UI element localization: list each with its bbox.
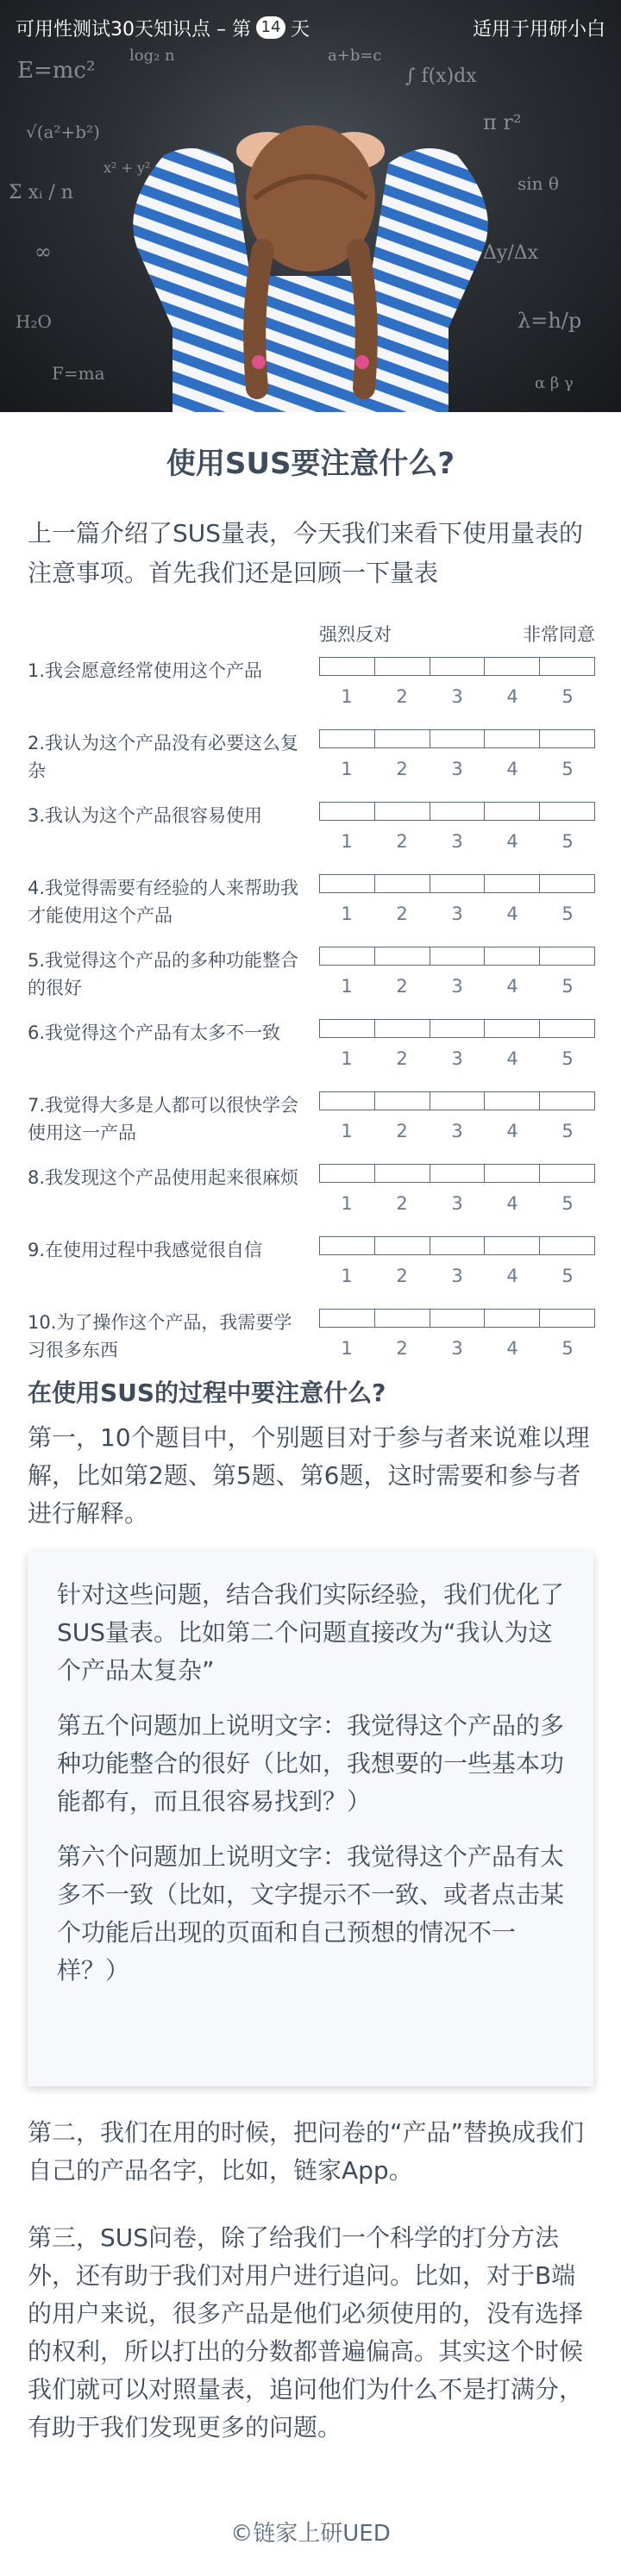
rating-number: 3: [451, 831, 463, 852]
rating-scale: [319, 1164, 595, 1183]
rating-scale: [319, 802, 595, 821]
rating-number: 1: [341, 686, 353, 707]
callout-paragraph: 第五个问题加上说明文字：我觉得这个产品的多种功能整合的很好（比如，我想要的一些基本功能都有，而且很容易找到？）: [57, 1711, 565, 1816]
rating-number: 2: [396, 1048, 408, 1069]
rating-cell[interactable]: [540, 730, 594, 747]
scale-right-label: 非常同意: [523, 624, 595, 645]
rating-numbers: [319, 831, 595, 852]
callout-paragraph: 针对这些问题，结合我们实际经验，我们优化了SUS量表。比如第二个问题直接改为“我认为这个产品太复杂”: [57, 1580, 565, 1685]
question-row: [0, 874, 621, 935]
rating-scale: [319, 1091, 595, 1110]
rating-cell[interactable]: [540, 658, 594, 675]
question-text: 8.我发现这个产品使用起来很麻烦: [28, 1167, 299, 1188]
rating-cell[interactable]: [375, 947, 430, 965]
rating-number: 2: [396, 831, 408, 852]
rating-number: 3: [451, 1338, 463, 1359]
rating-number: 2: [396, 1266, 408, 1286]
question-row: [0, 657, 621, 717]
paragraph-third: 第三，SUS问卷，除了给我们一个科学的打分方法外，还有助于我们对用户进行追问。比如，对于B端的用户来说，很多产品是他们必须使用的，没有选择的权利，所以打出的分数都普遍偏高。其实这个时候我们就可以对照量表，追问他们为什么不是打满分，有助于我们发现更多的问题。: [28, 2223, 584, 2442]
question-text: 4.我觉得需要有经验的人来帮助我才能使用这个产品: [28, 878, 299, 926]
question-row: [0, 1236, 621, 1297]
section-heading: 在使用SUS的过程中要注意什么?: [28, 1379, 386, 1407]
rating-cell[interactable]: [485, 947, 540, 965]
svg-text:√(a²+b²): √(a²+b²): [26, 122, 100, 142]
rating-number: 4: [506, 1121, 518, 1141]
rating-number: 4: [506, 903, 518, 924]
question-row: [0, 1309, 621, 1369]
rating-cell[interactable]: [375, 875, 430, 892]
rating-number: 5: [561, 903, 574, 924]
rating-cell[interactable]: [320, 1310, 375, 1327]
rating-number: 5: [561, 1048, 574, 1069]
rating-number: 3: [451, 1266, 463, 1286]
rating-cell[interactable]: [430, 1237, 486, 1254]
series-prefix: 可用性测试30天知识点 – 第: [16, 18, 251, 41]
rating-cell[interactable]: [320, 658, 375, 675]
rating-cell[interactable]: [485, 658, 540, 675]
svg-text:a+b=c: a+b=c: [328, 47, 382, 65]
rating-cell[interactable]: [320, 1237, 375, 1254]
rating-cell[interactable]: [320, 730, 375, 747]
article-title: 使用SUS要注意什么?: [166, 447, 455, 481]
series-suffix: 天: [290, 18, 310, 41]
rating-number: 2: [396, 1121, 408, 1141]
series-banner: [0, 12, 621, 43]
rating-cell[interactable]: [375, 1310, 430, 1327]
question-text: 3.我认为这个产品很容易使用: [28, 805, 263, 826]
rating-numbers: [319, 686, 595, 707]
rating-number: 5: [561, 976, 574, 997]
rating-scale: [319, 657, 595, 676]
rating-number: 1: [341, 976, 353, 997]
rating-scale: [319, 1236, 595, 1255]
scale-header: [319, 621, 595, 647]
question-row: [0, 1091, 621, 1152]
rating-cell[interactable]: [540, 875, 594, 892]
question-row: [0, 729, 621, 790]
rating-number: 5: [561, 686, 574, 707]
rating-cell[interactable]: [485, 1310, 540, 1327]
rating-number: 5: [561, 759, 574, 779]
rating-number: 2: [396, 976, 408, 997]
svg-text:E=mc²: E=mc²: [17, 58, 96, 84]
rating-cell[interactable]: [320, 875, 375, 892]
rating-number: 2: [396, 903, 408, 924]
question-text: 9.在使用过程中我感觉很自信: [28, 1240, 263, 1260]
rating-cell[interactable]: [375, 730, 430, 747]
rating-number: 1: [341, 1048, 353, 1069]
rating-number: 1: [341, 1266, 353, 1286]
question-text: 6.我觉得这个产品有太多不一致: [28, 1022, 281, 1043]
svg-text:H₂O: H₂O: [16, 311, 52, 332]
rating-number: 1: [341, 903, 353, 924]
rating-cell[interactable]: [540, 947, 594, 965]
audience-label: 适用于用研小白: [472, 18, 605, 41]
rating-number: 3: [451, 1193, 463, 1214]
svg-text:Δy/Δx: Δy/Δx: [483, 242, 539, 264]
rating-number: 5: [561, 1266, 574, 1286]
rating-number: 1: [341, 1193, 353, 1214]
rating-numbers: [319, 1048, 595, 1069]
rating-number: 4: [506, 1193, 518, 1214]
svg-text:Σ xᵢ / n: Σ xᵢ / n: [9, 182, 73, 203]
rating-number: 2: [396, 686, 408, 707]
rating-number: 3: [451, 759, 463, 779]
series-title: [16, 15, 310, 41]
svg-text:∫ f(x)dx: ∫ f(x)dx: [405, 66, 477, 87]
rating-number: 3: [451, 1121, 463, 1141]
svg-text:log₂ n: log₂ n: [129, 47, 175, 65]
rating-number: 4: [506, 976, 518, 997]
question-row: [0, 1019, 621, 1079]
rating-cell[interactable]: [320, 803, 375, 820]
scale-left-label: 强烈反对: [319, 624, 392, 645]
question-row: [0, 1164, 621, 1224]
intro-paragraph: 上一篇介绍了SUS量表，今天我们来看下使用量表的注意事项。首先我们还是回顾一下量表: [28, 519, 584, 587]
rating-number: 2: [396, 1193, 408, 1214]
rating-cell[interactable]: [430, 730, 486, 747]
question-row: [0, 947, 621, 1007]
svg-text:F=ma: F=ma: [52, 363, 105, 384]
rating-scale: [319, 1019, 595, 1038]
rating-cell[interactable]: [320, 947, 375, 965]
rating-cell[interactable]: [375, 803, 430, 820]
rating-cell[interactable]: [540, 1165, 594, 1182]
rating-scale: [319, 729, 595, 748]
rating-scale: [319, 947, 595, 966]
paragraph-first: 第一，10个题目中，个别题目对于参与者来说难以理解，比如第2题、第5题、第6题，这时需要和参与者进行解释。: [28, 1423, 590, 1528]
rating-cell[interactable]: [485, 730, 540, 747]
rating-cell[interactable]: [485, 875, 540, 892]
rating-number: 4: [506, 759, 518, 779]
rating-number: 1: [341, 1338, 353, 1359]
svg-text:x² + y²: x² + y²: [104, 159, 151, 176]
question-text: 2.我认为这个产品没有必要这么复杂: [28, 733, 299, 781]
rating-number: 1: [341, 831, 353, 852]
rating-cell[interactable]: [485, 1165, 540, 1182]
question-text: 1.我会愿意经常使用这个产品: [28, 660, 263, 681]
rating-numbers: [319, 903, 595, 924]
rating-cell[interactable]: [430, 658, 486, 675]
rating-number: 4: [506, 686, 518, 707]
rating-number: 4: [506, 1338, 518, 1359]
rating-numbers: [319, 1193, 595, 1214]
rating-numbers: [319, 759, 595, 779]
rating-cell[interactable]: [375, 1237, 430, 1254]
rating-numbers: [319, 1266, 595, 1286]
rating-number: 1: [341, 759, 353, 779]
question-text: 7.我觉得大多是人都可以很快学会使用这一产品: [28, 1095, 299, 1143]
paragraph-second: 第二，我们在用的时候，把问卷的“产品”替换成我们自己的产品名字，比如，链家App。: [28, 2118, 585, 2185]
rating-cell[interactable]: [375, 1092, 430, 1110]
rating-number: 2: [396, 1338, 408, 1359]
svg-text:α β γ: α β γ: [535, 374, 574, 392]
rating-number: 4: [506, 1048, 518, 1069]
rating-number: 2: [396, 759, 408, 779]
rating-cell[interactable]: [430, 875, 486, 892]
rating-cell[interactable]: [485, 1237, 540, 1254]
svg-text:λ=h/p: λ=h/p: [518, 309, 582, 333]
rating-cell[interactable]: [430, 947, 486, 965]
rating-number: 3: [451, 903, 463, 924]
rating-number: 4: [506, 831, 518, 852]
rating-cell[interactable]: [540, 1092, 594, 1110]
rating-numbers: [319, 1338, 595, 1359]
rating-cell[interactable]: [430, 1020, 486, 1037]
rating-number: 5: [561, 1338, 574, 1359]
rating-cell[interactable]: [375, 1020, 430, 1037]
rating-cell[interactable]: [430, 803, 486, 820]
rating-cell[interactable]: [540, 1020, 594, 1037]
stressed-girl-illustration: [104, 103, 518, 412]
rating-scale: [319, 874, 595, 893]
rating-cell[interactable]: [320, 1092, 375, 1110]
rating-cell[interactable]: [430, 1165, 486, 1182]
rating-cell[interactable]: [320, 1020, 375, 1037]
rating-number: 5: [561, 1193, 574, 1214]
hero-image: [0, 0, 621, 412]
rating-cell[interactable]: [540, 1237, 594, 1254]
svg-text:π r²: π r²: [483, 110, 522, 134]
question-text: 10.为了操作这个产品，我需要学习很多东西: [28, 1312, 292, 1360]
question-text: 5.我觉得这个产品的多种功能整合的很好: [28, 950, 299, 998]
rating-cell[interactable]: [485, 1020, 540, 1037]
improvement-callout: [28, 1552, 593, 2086]
rating-cell[interactable]: [375, 1165, 430, 1182]
svg-text:∞: ∞: [34, 240, 52, 264]
rating-number: 5: [561, 1121, 574, 1141]
rating-cell[interactable]: [540, 1310, 594, 1327]
rating-numbers: [319, 976, 595, 997]
rating-cell[interactable]: [430, 1092, 486, 1110]
rating-cell[interactable]: [485, 1092, 540, 1110]
rating-cell[interactable]: [540, 803, 594, 820]
rating-scale: [319, 1309, 595, 1328]
footer-credit: ©链家上研UED: [230, 2521, 391, 2547]
rating-cell[interactable]: [320, 1165, 375, 1182]
rating-numbers: [319, 1121, 595, 1141]
question-row: [0, 802, 621, 862]
day-number-badge: 14: [256, 16, 285, 39]
rating-number: 3: [451, 976, 463, 997]
rating-number: 4: [506, 1266, 518, 1286]
rating-cell[interactable]: [485, 803, 540, 820]
rating-number: 3: [451, 686, 463, 707]
rating-number: 1: [341, 1121, 353, 1141]
rating-cell[interactable]: [430, 1310, 486, 1327]
svg-text:sin θ: sin θ: [518, 173, 559, 194]
rating-cell[interactable]: [375, 658, 430, 675]
rating-number: 5: [561, 831, 574, 852]
rating-number: 3: [451, 1048, 463, 1069]
callout-paragraph: 第六个问题加上说明文字：我觉得这个产品有太多不一致（比如，文字提示不一致、或者点击某个功能后出现的页面和自己预想的情况不一样？）: [57, 1842, 565, 1985]
